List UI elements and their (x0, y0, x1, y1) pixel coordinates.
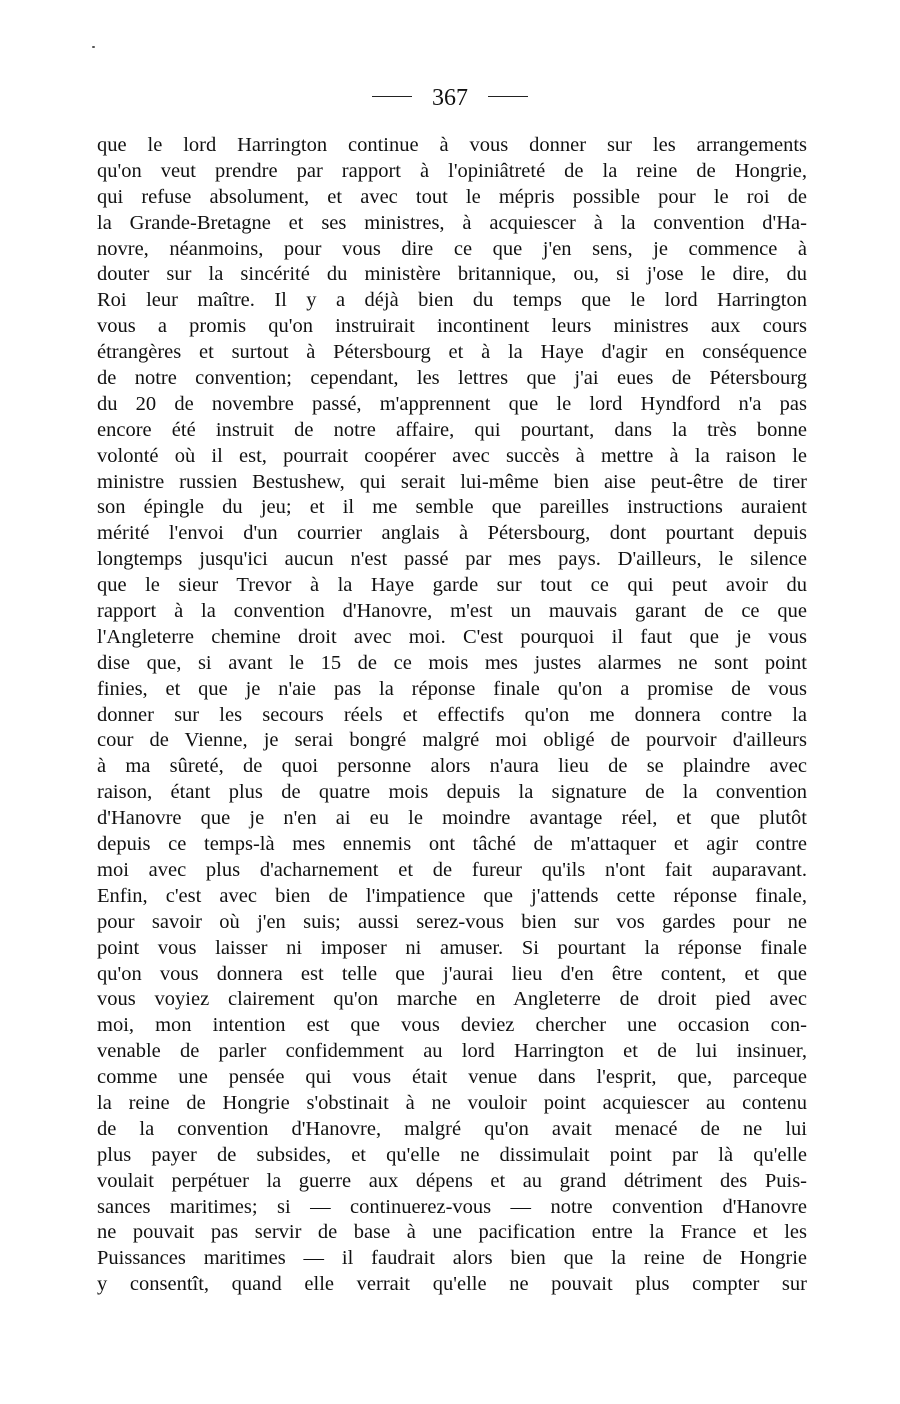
text-line: y consentît, quand elle verrait qu'elle ne pouvait plus compter sur (97, 1273, 807, 1296)
text-line: dise que, si avant le 15 de ce mois mes justes alarmes ne sont point (97, 651, 807, 674)
text-line: Puissances maritimes — il faudrait alors bien que la reine de Hongrie (97, 1247, 807, 1270)
text-line: moi avec plus d'acharnement et de fureur qu'ils n'ont fait auparavant. (97, 858, 807, 881)
text-line: encore été instruit de notre affaire, qui pourtant, dans la très bonne (97, 418, 807, 441)
text-line: douter sur la sincérité du ministère britannique, ou, si j'ose le dire, du (97, 263, 807, 286)
text-line: sances maritimes; si — continuerez-vous — notre convention d'Hanovre (97, 1195, 807, 1218)
text-line: venable de parler confidemment au lord Harrington et de lui insinuer, (97, 1040, 807, 1063)
text-line: à ma sûreté, de quoi personne alors n'aura lieu de se plaindre avec (97, 755, 807, 778)
text-line: que le sieur Trevor à la Haye garde sur tout ce qui peut avoir du (97, 574, 807, 597)
text-line: rapport à la convention d'Hanovre, m'est un mauvais garant de ce que (97, 600, 807, 623)
text-line: vous voyiez clairement qu'on marche en Angleterre de droit pied avec (97, 988, 807, 1011)
text-line: qu'on vous donnera est telle que j'aurai lieu d'en être content, et que (97, 962, 807, 985)
text-line: la Grande-Bretagne et ses ministres, à acquiescer à la convention d'Ha- (97, 211, 807, 234)
text-line: cour de Vienne, je serai bongré malgré moi obligé de pourvoir d'ailleurs (97, 729, 807, 752)
text-line: novre, néanmoins, pour vous dire ce que j'en sens, je commence à (97, 237, 807, 260)
text-line: de la convention d'Hanovre, malgré qu'on avait menacé de ne lui (97, 1117, 807, 1140)
body-text (97, 133, 807, 1298)
text-line: moi, mon intention est que vous deviez chercher une occasion con- (97, 1014, 807, 1037)
text-line: donner sur les secours réels et effectifs qu'on me donnera contre la (97, 703, 807, 726)
text-line: voulait perpétuer la guerre aux dépens et au grand détriment des Puis- (97, 1169, 807, 1192)
text-line: que le lord Harrington continue à vous donner sur les arrangements (97, 134, 807, 156)
text-line: qu'on veut prendre par rapport à l'opiniâtreté de la reine de Hongrie, (97, 159, 807, 182)
text-line: comme une pensée qui vous était venue dans l'esprit, que, parceque (97, 1066, 807, 1089)
text-line: qui refuse absolument, et avec tout le mépris possible pour le roi de (97, 185, 807, 208)
text-line: son épingle du jeu; et il me semble que pareilles instructions auraient (97, 496, 807, 519)
text-line: Enfin, c'est avec bien de l'impatience que j'attends cette réponse finale, (97, 884, 807, 907)
text-line: vous a promis qu'on instruirait incontinent leurs ministres aux cours (97, 315, 807, 338)
text-line: de notre convention; cependant, les lettres que j'ai eues de Pétersbourg (97, 367, 807, 390)
text-line: du 20 de novembre passé, m'apprennent que le lord Hyndford n'a pas (97, 392, 807, 415)
text-line: l'Angleterre chemine droit avec moi. C'est pourquoi il faut que je vous (97, 625, 807, 648)
page-number: 367 (432, 84, 468, 111)
text-line: étrangères et surtout à Pétersbourg et à la Haye d'agir en conséquence (97, 341, 807, 364)
text-line: mérité l'envoi d'un courrier anglais à Pétersbourg, dont pourtant depuis (97, 522, 807, 545)
header-dash-left (372, 96, 412, 97)
text-line: ne pouvait pas servir de base à une pacification entre la France et les (97, 1221, 807, 1244)
text-line: volonté où il est, pourrait coopérer avec succès à mettre à la raison le (97, 444, 807, 467)
header-dash-right (488, 96, 528, 97)
text-line: pour savoir où j'en suis; aussi serez-vous bien sur vos gardes pour ne (97, 910, 807, 933)
text-line: ministre russien Bestushew, qui serait lui-même bien aise peut-être de tirer (97, 470, 807, 493)
text-line: Roi leur maître. Il y a déjà bien du temps que le lord Harrington (97, 289, 807, 312)
text-line: d'Hanovre que je n'en ai eu le moindre avantage réel, et que plutôt (97, 807, 807, 830)
text-line: plus payer de subsides, et qu'elle ne dissimulait point par là qu'elle (97, 1143, 807, 1166)
text-line: depuis ce temps-là mes ennemis ont tâché de m'attaquer et agir contre (97, 833, 807, 856)
scan-speck (92, 46, 95, 48)
text-line: la reine de Hongrie s'obstinait à ne vouloir point acquiescer au contenu (97, 1091, 807, 1114)
page-header (0, 84, 900, 118)
text-line: raison, étant plus de quatre mois depuis la signature de la convention (97, 781, 807, 804)
text-line: point vous laisser ni imposer ni amuser. Si pourtant la réponse finale (97, 936, 807, 959)
text-line: finies, et que je n'aie pas la réponse finale qu'on a promise de vous (97, 677, 807, 700)
text-line: longtemps jusqu'ici aucun n'est passé par mes pays. D'ailleurs, le silence (97, 548, 807, 571)
